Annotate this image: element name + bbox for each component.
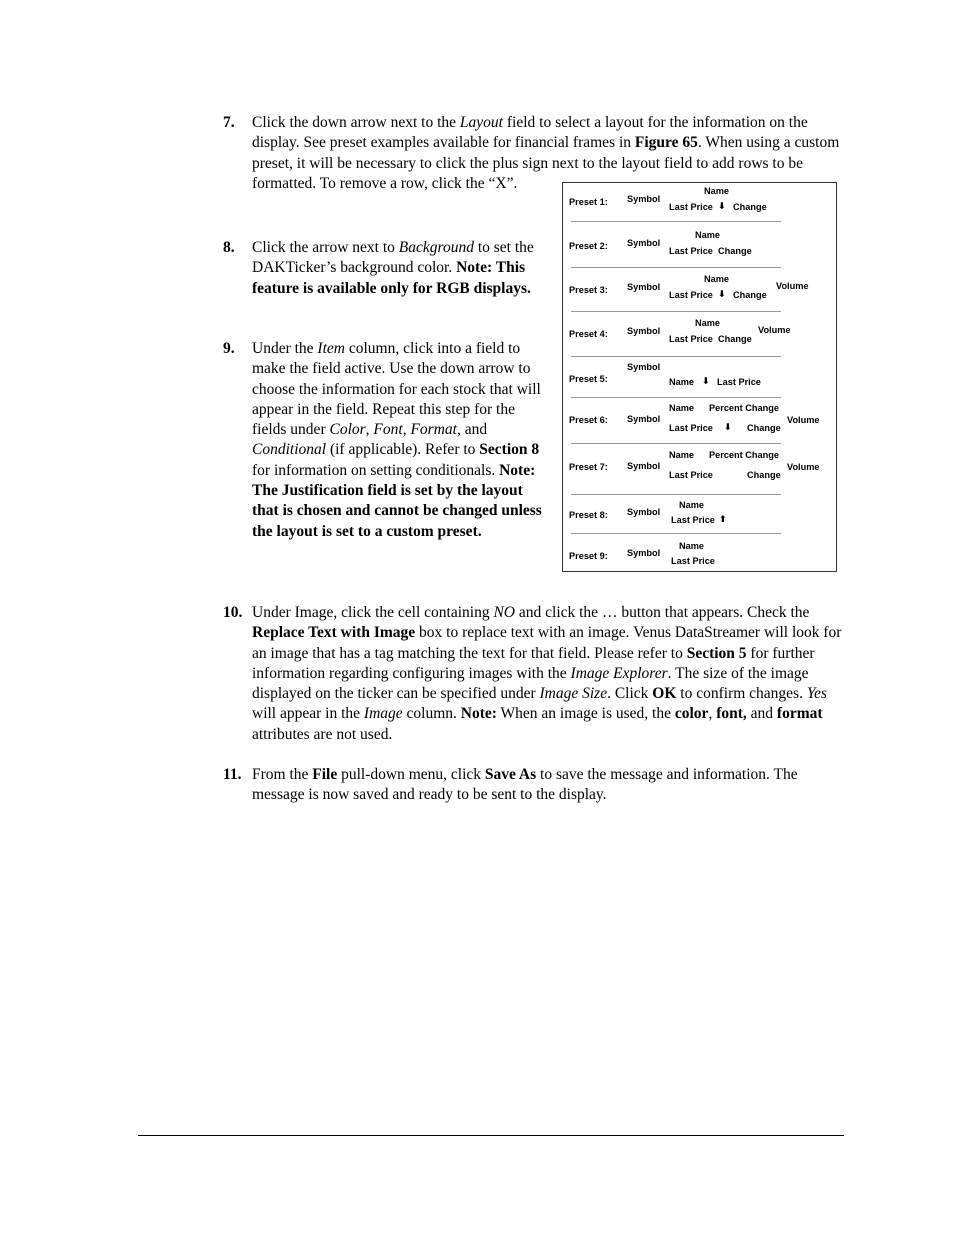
text-run: Click the down arrow next to the [252, 114, 460, 131]
preset-label: Preset 6: [569, 415, 608, 425]
text-run: Note: [460, 705, 497, 723]
arrow-up-icon [719, 514, 727, 525]
name-label: Name [704, 274, 730, 284]
last-price-label: Last Price [671, 515, 715, 525]
text-run: and [746, 705, 777, 723]
text-run: Note: This feature is available only for RGB displays. [252, 259, 531, 297]
text-run: Replace Text with Image [252, 624, 416, 642]
divider [571, 494, 781, 495]
text-run: Conditional [252, 441, 327, 459]
step-text [252, 765, 842, 806]
name-label: Name [704, 186, 730, 196]
text-run: . When using a custom preset, it will be necessary to click the plus sign next to the layout field to add rows to be formatted. To remove a row, click the “X”. [252, 134, 840, 192]
text-run: and click the … button that appears. Check the [515, 604, 810, 621]
preset-label: Preset 5: [569, 374, 608, 384]
symbol-label: Symbol [627, 461, 661, 471]
symbol-label: Symbol [627, 362, 661, 372]
percent-change-label: Percent Change [709, 403, 779, 413]
symbol-label: Symbol [627, 238, 661, 248]
name-label: Name [695, 318, 721, 328]
change-label: Change [718, 334, 752, 344]
last-price-label: Last Price [669, 202, 713, 212]
symbol-label: Symbol [627, 194, 661, 204]
divider [571, 397, 781, 398]
footer-rule [138, 1135, 844, 1136]
step-number: 11. [223, 766, 242, 783]
symbol-label: Symbol [627, 414, 661, 424]
text-run: , [365, 421, 374, 439]
preset-label: Preset 1: [569, 197, 608, 207]
arrow-down-icon [718, 201, 726, 212]
step-text [252, 603, 842, 745]
text-run: box to replace text with an image. Venus DataStreamer will look for an image that has a tag matching the text for that field. Please refer to [252, 624, 842, 662]
text-run: Image Explorer [570, 664, 668, 682]
last-price-label: Last Price [669, 246, 713, 256]
text-run: for further information regarding configuring images with the [252, 644, 815, 682]
volume-label: Volume [758, 325, 791, 335]
text-run: Layout [459, 114, 503, 131]
arrow-down-icon [702, 376, 710, 387]
text-run: Font [373, 421, 403, 439]
text-run: Format [410, 421, 457, 439]
change-label: Change [733, 290, 767, 300]
divider [571, 533, 781, 534]
divider [571, 443, 781, 444]
step-number: 8. [223, 239, 235, 256]
text-run: color [674, 705, 709, 723]
step-number: 10. [223, 604, 243, 621]
divider [571, 311, 781, 312]
divider [571, 221, 781, 222]
preset-layouts-figure [562, 182, 837, 572]
text-run: Under Image, click the cell containing [252, 604, 494, 621]
change-label: Change [747, 470, 781, 480]
divider [571, 267, 781, 268]
text-run: Yes [806, 685, 827, 703]
preset-label: Preset 2: [569, 241, 608, 251]
arrow-down-icon [718, 289, 726, 300]
text-run: will appear in the [252, 705, 364, 723]
text-run: Click the arrow next to [252, 239, 399, 256]
volume-label: Volume [776, 281, 809, 291]
text-run: Background [398, 239, 474, 256]
text-run: NO [493, 604, 515, 621]
text-run: column, click into a field to make the field active. Use the down arrow to choose the information for each stock that will appear in the field. Repeat this step for the fields under [252, 340, 541, 439]
text-run: . Click [607, 685, 653, 703]
volume-label: Volume [787, 462, 820, 472]
text-run: Figure 65 [634, 134, 698, 152]
text-run: attributes are not used. [252, 725, 393, 743]
text-run: Note: The Justification field is set by the layout that is chosen and cannot be changed unless the layout is set to a custom preset. [252, 461, 542, 540]
text-run: column. [402, 705, 461, 723]
text-run: field to select a layout for the information on the display. See preset examples available for financial frames in [252, 114, 808, 152]
text-run: Section 5 [686, 644, 747, 662]
text-run: Image Size [539, 685, 608, 703]
text-run: (if applicable). Refer to [326, 441, 480, 459]
name-label: Name [695, 230, 721, 240]
divider [571, 356, 781, 357]
step-number: 7. [223, 114, 235, 131]
step-text [252, 238, 548, 299]
text-run: pull-down menu, click [337, 766, 485, 783]
text-run: for information on setting conditionals. [252, 461, 500, 479]
text-run: Section 8 [479, 441, 540, 459]
text-run: to confirm changes. [676, 685, 807, 703]
preset-label: Preset 3: [569, 285, 608, 295]
preset-label: Preset 4: [569, 329, 608, 339]
change-label: Change [733, 202, 767, 212]
name-label: Name [679, 541, 705, 551]
name-label: Name [669, 377, 695, 387]
text-run: font, [716, 705, 747, 723]
last-price-label: Last Price [669, 290, 713, 300]
text-run: Save As [484, 766, 537, 783]
last-price-label: Last Price [669, 423, 713, 433]
text-run: , [708, 705, 717, 723]
last-price-label: Last Price [717, 377, 761, 387]
step-number: 9. [223, 340, 235, 357]
text-run: File [312, 766, 338, 783]
text-run: Image [363, 705, 403, 723]
change-label: Change [747, 423, 781, 433]
symbol-label: Symbol [627, 548, 661, 558]
text-run: OK [652, 685, 677, 703]
symbol-label: Symbol [627, 507, 661, 517]
name-label: Name [679, 500, 705, 510]
preset-label: Preset 8: [569, 510, 608, 520]
symbol-label: Symbol [627, 282, 661, 292]
text-run: When an image is used, the [496, 705, 675, 723]
text-run: . The size of the image displayed on the ticker can be specified under [252, 664, 809, 703]
text-run: to set the DAKTicker’s background color. [252, 239, 534, 277]
text-run: Item [317, 340, 345, 357]
arrow-down-icon [724, 422, 732, 433]
text-run: , [402, 421, 411, 439]
text-run: From the [252, 766, 313, 783]
text-run: format [776, 705, 823, 723]
last-price-label: Last Price [669, 334, 713, 344]
text-run: to save the message and information. The message is now saved and ready to be sent to the display. [252, 766, 798, 804]
change-label: Change [718, 246, 752, 256]
name-label: Name [669, 450, 695, 460]
symbol-label: Symbol [627, 326, 661, 336]
text-run: Color [329, 421, 366, 439]
step-text [252, 339, 548, 542]
name-label: Name [669, 403, 695, 413]
last-price-label: Last Price [671, 556, 715, 566]
preset-label: Preset 9: [569, 551, 608, 561]
text-run: Under the [252, 340, 318, 357]
preset-label: Preset 7: [569, 462, 608, 472]
percent-change-label: Percent Change [709, 450, 779, 460]
volume-label: Volume [787, 415, 820, 425]
text-run: , and [456, 421, 488, 439]
last-price-label: Last Price [669, 470, 713, 480]
